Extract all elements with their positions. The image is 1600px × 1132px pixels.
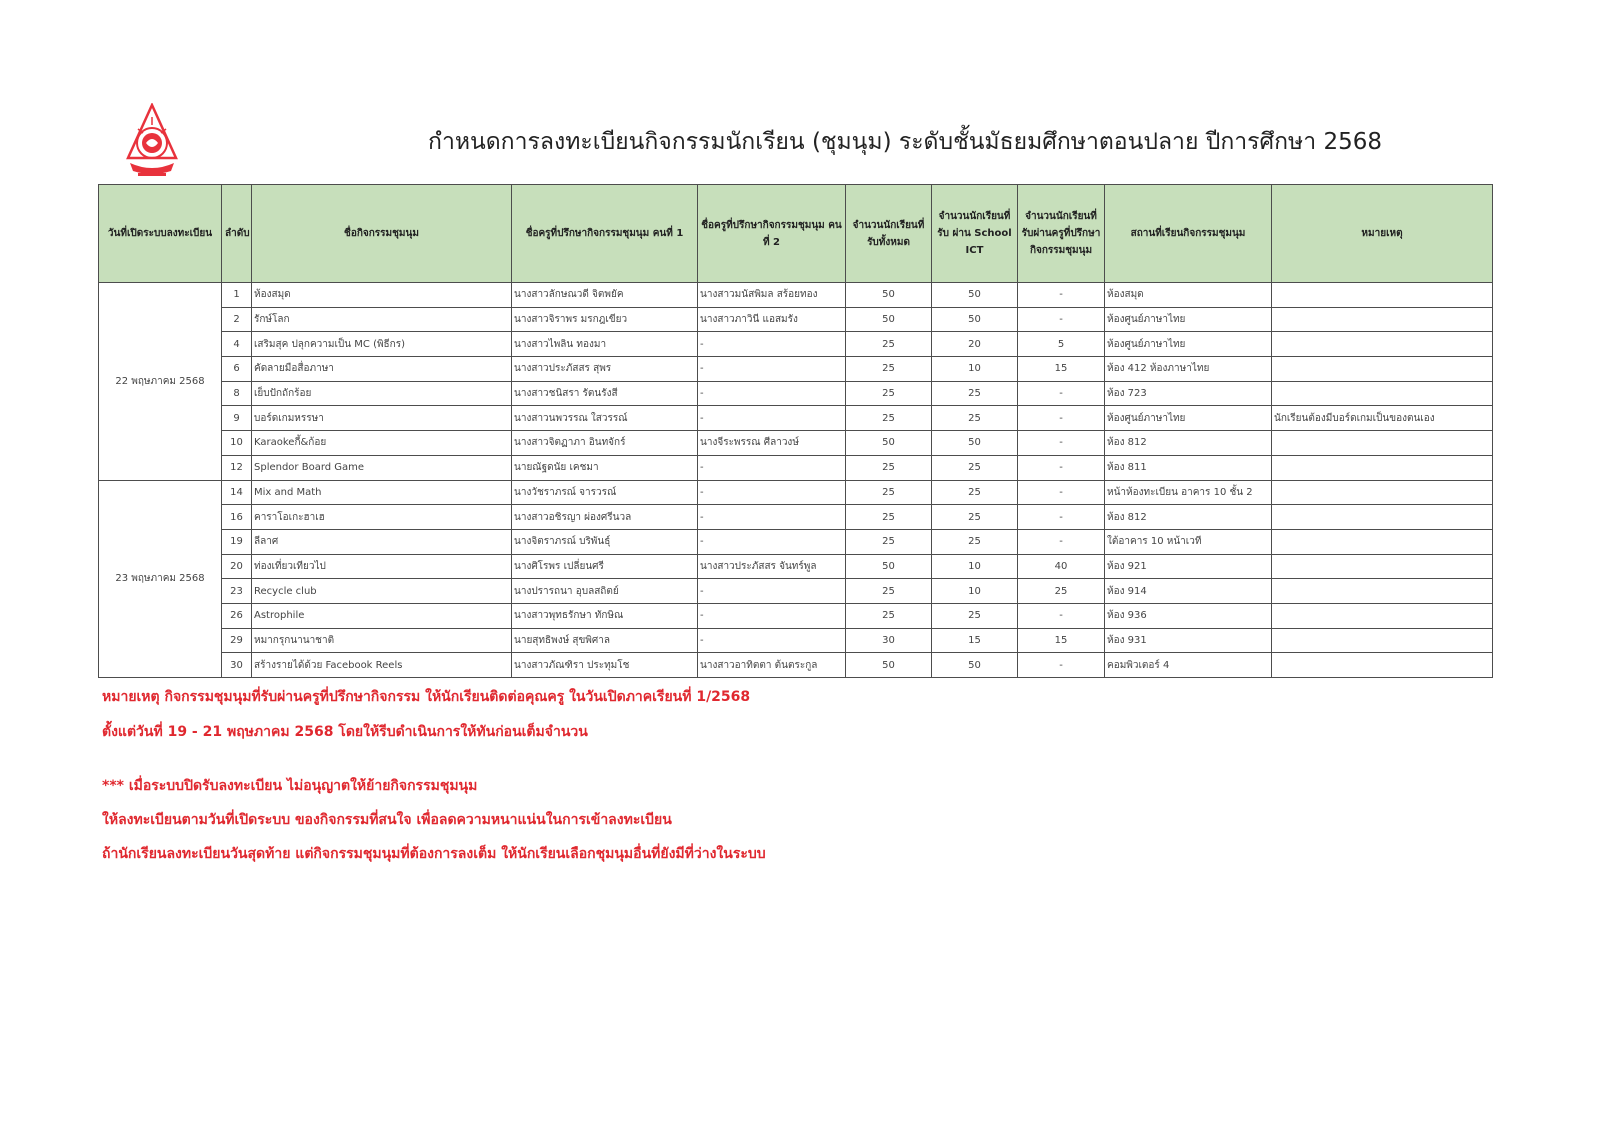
table-cell: นางสาวนพวรรณ ใสวรรณ์ (512, 406, 698, 431)
table-cell: 25 (846, 357, 932, 382)
table-row (99, 603, 1493, 628)
table-cell (1272, 653, 1493, 678)
table-cell (1272, 480, 1493, 505)
table-cell: 30 (222, 653, 252, 678)
table-cell: นางสาวไพลิน ทองมา (512, 332, 698, 357)
table-cell: 6 (222, 357, 252, 382)
column-header: จำนวนนักเรียนที่รับ ผ่าน School ICT (932, 185, 1018, 283)
table-cell: 10 (932, 357, 1018, 382)
table-cell: 25 (932, 406, 1018, 431)
registration-date-cell: 23 พฤษภาคม 2568 (99, 480, 222, 678)
table-cell: นางจิตราภรณ์ บริพันธุ์ (512, 529, 698, 554)
table-cell: - (698, 381, 846, 406)
table-cell: สร้างรายได้ด้วย Facebook Reels (252, 653, 512, 678)
table-cell: - (1018, 406, 1105, 431)
table-cell (1272, 381, 1493, 406)
table-cell: 15 (1018, 628, 1105, 653)
table-row (99, 529, 1493, 554)
table-cell: 29 (222, 628, 252, 653)
table-cell: - (698, 480, 846, 505)
table-cell: - (698, 505, 846, 530)
table-cell: 50 (846, 653, 932, 678)
table-cell: - (698, 455, 846, 480)
table-cell: 25 (932, 529, 1018, 554)
notes-section (102, 688, 766, 863)
table-cell: - (1018, 603, 1105, 628)
table-header-row (99, 185, 1493, 283)
table-cell: 23 (222, 579, 252, 604)
table-cell: 50 (846, 283, 932, 308)
table-cell: - (1018, 307, 1105, 332)
table-cell: - (698, 628, 846, 653)
table-cell: นางสาวจิราพร มรกฎเขียว (512, 307, 698, 332)
column-header: หมายเหตุ (1272, 185, 1493, 283)
table-cell: 25 (932, 381, 1018, 406)
table-cell: ห้องศูนย์ภาษาไทย (1105, 332, 1272, 357)
note-line-2: ตั้งแต่วันที่ 19 - 21 พฤษภาคม 2568 โดยให้รีบดำเนินการให้ทันก่อนเต็มจำนวน (102, 724, 588, 740)
table-cell: ห้อง 811 (1105, 455, 1272, 480)
table-cell: ห้อง 936 (1105, 603, 1272, 628)
table-cell: 16 (222, 505, 252, 530)
table-cell (1272, 455, 1493, 480)
table-cell: 9 (222, 406, 252, 431)
table-cell: เสริมสุค ปลุกความเป็น MC (พิธีกร) (252, 332, 512, 357)
table-cell: - (698, 332, 846, 357)
table-cell (1272, 579, 1493, 604)
table-cell: Astrophile (252, 603, 512, 628)
school-emblem-icon (124, 103, 180, 181)
table-row (99, 455, 1493, 480)
table-row (99, 381, 1493, 406)
column-header: ลำดับ (222, 185, 252, 283)
table-cell: 25 (846, 529, 932, 554)
table-cell: 25 (846, 579, 932, 604)
table-row (99, 653, 1493, 678)
table-row (99, 554, 1493, 579)
table-cell: 40 (1018, 554, 1105, 579)
table-cell: Splendor Board Game (252, 455, 512, 480)
table-cell: นางสาวจิตฏาภา อินทจักร์ (512, 431, 698, 456)
table-cell (1272, 554, 1493, 579)
table-cell: Recycle club (252, 579, 512, 604)
table-cell: ห้อง 723 (1105, 381, 1272, 406)
table-cell: - (1018, 529, 1105, 554)
table-cell: 20 (222, 554, 252, 579)
table-cell: 25 (932, 480, 1018, 505)
column-header: สถานที่เรียนกิจกรรมชุมนุม (1105, 185, 1272, 283)
table-cell: - (1018, 431, 1105, 456)
table-cell: ห้อง 914 (1105, 579, 1272, 604)
table-cell: นักเรียนต้องมีบอร์ดเกมเป็นของตนเอง (1272, 406, 1493, 431)
table-cell (1272, 603, 1493, 628)
table-cell: ห้อง 812 (1105, 431, 1272, 456)
table-cell: คาราโอเกะฮาเฮ (252, 505, 512, 530)
table-cell: 8 (222, 381, 252, 406)
table-cell: 4 (222, 332, 252, 357)
table-cell: 50 (932, 431, 1018, 456)
table-cell: 50 (932, 653, 1018, 678)
table-cell: ลีลาศ (252, 529, 512, 554)
table-cell (1272, 357, 1493, 382)
table-row (99, 332, 1493, 357)
table-cell: 1 (222, 283, 252, 308)
table-cell: นางสาวพุทธรักษา ทักษิณ (512, 603, 698, 628)
table-cell: ห้อง 812 (1105, 505, 1272, 530)
table-cell: - (698, 579, 846, 604)
table-cell: - (1018, 480, 1105, 505)
table-cell: ห้องศูนย์ภาษาไทย (1105, 406, 1272, 431)
table-cell: 25 (846, 480, 932, 505)
column-header: จำนวนนักเรียนที่รับทั้งหมด (846, 185, 932, 283)
table-cell (1272, 332, 1493, 357)
table-cell: นายสุทธิพงษ์ สุขพิศาล (512, 628, 698, 653)
note-line-3: *** เมื่อระบบปิดรับลงทะเบียน ไม่อนุญาตให้ย้ายกิจกรรมชุมนุม (102, 778, 478, 794)
table-cell: 2 (222, 307, 252, 332)
table-cell: - (1018, 505, 1105, 530)
table-cell: 50 (932, 307, 1018, 332)
table-cell: 25 (846, 505, 932, 530)
table-cell: ห้องศูนย์ภาษาไทย (1105, 307, 1272, 332)
table-cell: นางศิโรพร เปลี่ยนศรี (512, 554, 698, 579)
table-cell: - (1018, 653, 1105, 678)
table-cell: 30 (846, 628, 932, 653)
column-header: ชื่อกิจกรรมชุมนุม (252, 185, 512, 283)
table-cell: 15 (1018, 357, 1105, 382)
table-cell: 25 (846, 406, 932, 431)
table-cell: 25 (846, 455, 932, 480)
table-cell: 25 (932, 505, 1018, 530)
table-cell: - (698, 406, 846, 431)
table-cell: นางสาวประภัสสร สุพร (512, 357, 698, 382)
table-cell: 19 (222, 529, 252, 554)
table-cell: บอร์ดเกมหรรษา (252, 406, 512, 431)
table-cell: 50 (932, 283, 1018, 308)
table-cell: 50 (846, 431, 932, 456)
table-cell: 50 (846, 554, 932, 579)
table-cell: นางสาวอชิรญา ผ่องศรีนวล (512, 505, 698, 530)
table-cell: - (698, 357, 846, 382)
table-row (99, 579, 1493, 604)
table-cell: 10 (222, 431, 252, 456)
table-cell (1272, 628, 1493, 653)
table-row (99, 628, 1493, 653)
table-cell: 25 (932, 455, 1018, 480)
table-cell (1272, 431, 1493, 456)
note-line-5: ถ้านักเรียนลงทะเบียนวันสุดท้าย แต่กิจกรรมชุมนุมที่ต้องการลงเต็ม ให้นักเรียนเลือกชุมนุมอื่นที่ยังมีที่ว่างในระบบ (102, 846, 766, 862)
table-cell (1272, 283, 1493, 308)
table-cell: 25 (846, 381, 932, 406)
table-cell: ท่องเที่ยวเทียวไป (252, 554, 512, 579)
table-cell: 50 (846, 307, 932, 332)
table-cell: 25 (846, 332, 932, 357)
table-cell: หน้าห้องทะเบียน อาคาร 10 ชั้น 2 (1105, 480, 1272, 505)
table-cell: รักษ์โลก (252, 307, 512, 332)
page-title: กำหนดการลงทะเบียนกิจกรรมนักเรียน (ชุมนุม) ระดับชั้นมัธยมศึกษาตอนปลาย ปีการศึกษา 2568 (428, 129, 1382, 155)
column-header: จำนวนนักเรียนที่รับผ่านครูที่ปรึกษากิจกรรมชุมนุม (1018, 185, 1105, 283)
table-cell: ห้อง 921 (1105, 554, 1272, 579)
table-cell: นางสาวอาทิตตา ต้นตระกูล (698, 653, 846, 678)
table-cell: ใต้อาคาร 10 หน้าเวที (1105, 529, 1272, 554)
table-row (99, 283, 1493, 308)
table-cell: ห้อง 931 (1105, 628, 1272, 653)
table-cell: คัดลายมือสื่อภาษา (252, 357, 512, 382)
table-cell: ห้องสมุด (1105, 283, 1272, 308)
note-line-1: หมายเหตุ กิจกรรมชุมนุมที่รับผ่านครูที่ปรึกษากิจกรรม ให้นักเรียนติดต่อคุณครู ในวันเปิดภาคเรียนที่ 1/2568 (102, 689, 751, 705)
registration-date-cell: 22 พฤษภาคม 2568 (99, 283, 222, 481)
table-cell: - (698, 529, 846, 554)
table-cell: - (1018, 381, 1105, 406)
table-cell: 5 (1018, 332, 1105, 357)
table-cell: หมากรุกนานาชาติ (252, 628, 512, 653)
table-cell: นายณัฐดนัย เคชมา (512, 455, 698, 480)
column-header: ชื่อครูที่ปรึกษากิจกรรมชุมนุม คนที่ 1 (512, 185, 698, 283)
table-row (99, 357, 1493, 382)
table-cell: ห้องสมุด (252, 283, 512, 308)
table-cell: Karaokeกี้&ก้อย (252, 431, 512, 456)
table-cell (1272, 529, 1493, 554)
table-cell: - (698, 603, 846, 628)
table-cell: 26 (222, 603, 252, 628)
column-header: ชื่อครูที่ปรึกษากิจกรรมชุมนุม คนที่ 2 (698, 185, 846, 283)
table-cell: ห้อง 412 ห้องภาษาไทย (1105, 357, 1272, 382)
table-cell: นางปรารถนา อุบลสถิตย์ (512, 579, 698, 604)
table-cell: เย็บปักถักร้อย (252, 381, 512, 406)
table-row (99, 505, 1493, 530)
table-row (99, 480, 1493, 505)
table-cell: นางสาวภัณฑิรา ประทุมโช (512, 653, 698, 678)
table-cell: 25 (846, 603, 932, 628)
table-cell: คอมพิวเตอร์ 4 (1105, 653, 1272, 678)
table-cell: Mix and Math (252, 480, 512, 505)
table-cell: นางสาวชนิสรา รัตนรังสี (512, 381, 698, 406)
table-row (99, 307, 1493, 332)
table-cell: 12 (222, 455, 252, 480)
table-cell (1272, 505, 1493, 530)
table-cell: นางวัชราภรณ์ จารวรณ์ (512, 480, 698, 505)
table-row (99, 431, 1493, 456)
table-cell: - (1018, 455, 1105, 480)
table-cell: 10 (932, 579, 1018, 604)
table-cell (1272, 307, 1493, 332)
table-cell: นางจีระพรรณ ศีลาวงษ์ (698, 431, 846, 456)
table-cell: 10 (932, 554, 1018, 579)
table-cell: - (1018, 283, 1105, 308)
table-cell: 20 (932, 332, 1018, 357)
table-cell: นางสาวลักษณวดี จิตพยัค (512, 283, 698, 308)
table-cell: นางสาวภาวินี แอสมรัง (698, 307, 846, 332)
table-row (99, 406, 1493, 431)
note-line-4: ให้ลงทะเบียนตามวันที่เปิดระบบ ของกิจกรรมที่สนใจ เพื่อลดความหนาแน่นในการเข้าลงทะเบียน (102, 812, 672, 828)
table-cell: 25 (932, 603, 1018, 628)
column-header: วันที่เปิดระบบลงทะเบียน (99, 185, 222, 283)
table-cell: 25 (1018, 579, 1105, 604)
registration-table (98, 184, 1493, 678)
table-cell: 14 (222, 480, 252, 505)
table-cell: 15 (932, 628, 1018, 653)
table-cell: นางสาวประภัสสร จันทร์พูล (698, 554, 846, 579)
table-cell: นางสาวมนัสพิมล สร้อยทอง (698, 283, 846, 308)
